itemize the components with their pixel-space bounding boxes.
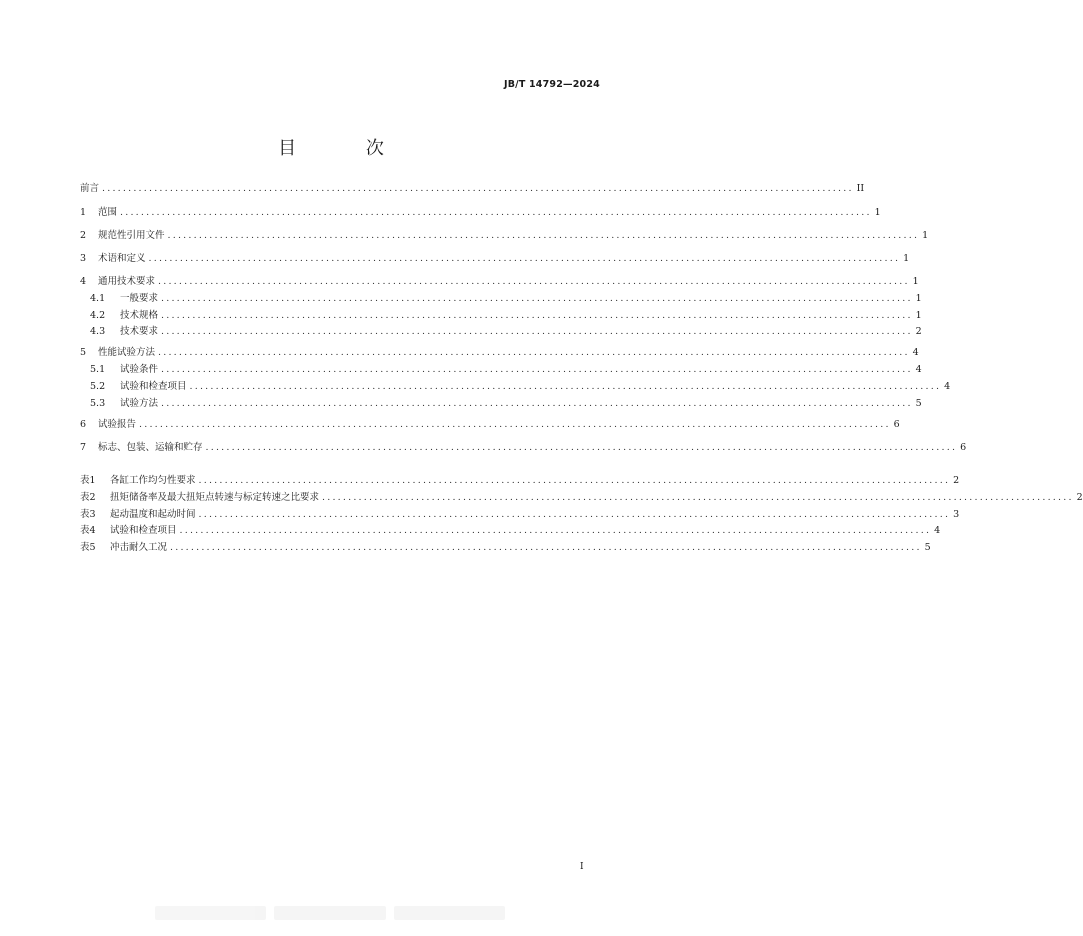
table-list-number: 表5 xyxy=(80,542,96,553)
toc-entry-4-2[interactable] xyxy=(90,309,922,323)
toc-entry-number: 5.3 xyxy=(90,398,106,409)
toc-entry-3[interactable] xyxy=(80,252,910,266)
toc-entry-foreword[interactable] xyxy=(80,182,865,196)
watermark-segment xyxy=(394,906,505,920)
table-list-entry-2[interactable] xyxy=(80,491,1083,505)
toc-entry-number: 4.1 xyxy=(90,293,106,304)
toc-entry-page: 4 xyxy=(912,347,919,358)
dot-leader: ................................................................................................................................................ xyxy=(161,398,913,409)
toc-entry-number: 4.3 xyxy=(90,326,106,337)
watermark-segment xyxy=(155,906,266,920)
toc-entry-number: 4 xyxy=(80,276,87,287)
toc-entry-number: 7 xyxy=(80,442,87,453)
table-list-number: 表2 xyxy=(80,492,96,503)
toc-entry-number: 5 xyxy=(80,347,87,358)
toc-entry-title: 技术要求 xyxy=(120,326,159,337)
toc-entry-4-3[interactable] xyxy=(90,325,922,339)
dot-leader: ................................................................................................................................................ xyxy=(161,293,913,304)
dot-leader: ................................................................................................................................................ xyxy=(148,253,901,264)
toc-entry-number: 3 xyxy=(80,253,87,264)
table-list-title: 试验和检查项目 xyxy=(110,525,177,536)
page-number: I xyxy=(580,862,584,872)
dot-leader: ................................................................................................................................................ xyxy=(161,310,913,321)
watermark-segment xyxy=(274,906,385,920)
toc-entry-title: 试验报告 xyxy=(98,419,137,430)
table-list-title: 各缸工作均匀性要求 xyxy=(110,475,196,486)
dot-leader: ................................................................................................................................................ xyxy=(158,276,910,287)
toc-entry-page: 6 xyxy=(960,442,967,453)
table-list-page: 2 xyxy=(1076,492,1083,503)
toc-entry-1[interactable] xyxy=(80,206,881,220)
toc-entry-page: 1 xyxy=(903,253,910,264)
toc-entry-4-1[interactable] xyxy=(90,292,922,306)
dot-leader: ................................................................................................................................................ xyxy=(120,207,872,218)
toc-entry-title: 规范性引用文件 xyxy=(98,230,165,241)
table-list-entry-1[interactable] xyxy=(80,474,960,488)
table-list-title: 扭矩储备率及最大扭矩点转速与标定转速之比要求 xyxy=(110,492,320,503)
dot-leader: ................................................................................................................................................ xyxy=(139,419,891,430)
toc-entry-5[interactable] xyxy=(80,346,919,360)
table-list-number: 表1 xyxy=(80,475,96,486)
toc-entry-page: 4 xyxy=(944,381,951,392)
toc-entry-title: 试验方法 xyxy=(120,398,159,409)
toc-entry-page: 2 xyxy=(915,326,922,337)
toc-entry-number: 6 xyxy=(80,419,87,430)
toc-entry-page: 6 xyxy=(893,419,900,430)
dot-leader: ................................................................................................................................................ xyxy=(167,230,920,241)
table-list-page: 4 xyxy=(934,525,941,536)
toc-entry-page: 5 xyxy=(915,398,922,409)
toc-entry-title: 技术规格 xyxy=(120,310,159,321)
toc-entry-title: 范围 xyxy=(98,207,118,218)
dot-leader: ................................................................................................................................................ xyxy=(198,509,951,520)
toc-entry-number: 1 xyxy=(80,207,87,218)
table-list-entry-3[interactable] xyxy=(80,508,960,522)
toc-entry-page: II xyxy=(856,183,865,194)
toc-entry-number: 4.2 xyxy=(90,310,106,321)
toc-entry-title: 试验和检查项目 xyxy=(120,381,187,392)
standard-code: JB/T 14792—2024 xyxy=(503,79,600,90)
toc-entry-title: 性能试验方法 xyxy=(98,347,156,358)
dot-leader: ................................................................................................................................................ xyxy=(322,492,1074,503)
toc-entry-7[interactable] xyxy=(80,441,967,455)
dot-leader: ................................................................................................................................................ xyxy=(205,442,958,453)
toc-entry-title: 试验条件 xyxy=(120,364,159,375)
table-list-title: 起动温度和起动时间 xyxy=(110,509,196,520)
table-list-page: 2 xyxy=(953,475,960,486)
toc-entry-title: 一般要求 xyxy=(120,293,159,304)
table-list-number: 表3 xyxy=(80,509,96,520)
toc-entry-page: 1 xyxy=(915,293,922,304)
toc-entry-4[interactable] xyxy=(80,275,919,289)
toc-entry-number: 5.2 xyxy=(90,381,106,392)
toc-entry-page: 1 xyxy=(922,230,929,241)
toc-entry-title: 前言 xyxy=(80,183,100,194)
toc-entry-6[interactable] xyxy=(80,418,900,432)
table-list-title: 冲击耐久工况 xyxy=(110,542,168,553)
table-list-page: 5 xyxy=(924,542,931,553)
toc-entry-number: 5.1 xyxy=(90,364,106,375)
toc-entry-5-3[interactable] xyxy=(90,397,922,411)
dot-leader: ................................................................................................................................................ xyxy=(189,381,942,392)
table-list-entry-5[interactable] xyxy=(80,541,931,555)
dot-leader: ................................................................................................................................................ xyxy=(102,183,854,194)
toc-entry-title: 标志、包装、运输和贮存 xyxy=(98,442,203,453)
toc-entry-5-2[interactable] xyxy=(90,380,951,394)
table-list-entry-4[interactable] xyxy=(80,524,941,538)
dot-leader: ................................................................................................................................................ xyxy=(161,326,913,337)
page-title: 目 次 xyxy=(278,138,416,159)
toc-entry-page: 1 xyxy=(874,207,881,218)
table-list-page: 3 xyxy=(953,509,960,520)
dot-leader: ................................................................................................................................................ xyxy=(161,364,913,375)
toc-entry-page: 1 xyxy=(915,310,922,321)
toc-entry-5-1[interactable] xyxy=(90,363,922,377)
toc-entry-page: 1 xyxy=(912,276,919,287)
toc-entry-page: 4 xyxy=(915,364,922,375)
toc-entry-2[interactable] xyxy=(80,229,929,243)
toc-entry-title: 通用技术要求 xyxy=(98,276,156,287)
dot-leader: ................................................................................................................................................ xyxy=(158,347,910,358)
dot-leader: ................................................................................................................................................ xyxy=(198,475,951,486)
dot-leader: ................................................................................................................................................ xyxy=(179,525,932,536)
dot-leader: ................................................................................................................................................ xyxy=(170,542,922,553)
faded-watermark xyxy=(155,906,505,920)
toc-entry-number: 2 xyxy=(80,230,87,241)
toc-entry-title: 术语和定义 xyxy=(98,253,146,264)
table-list-number: 表4 xyxy=(80,525,96,536)
